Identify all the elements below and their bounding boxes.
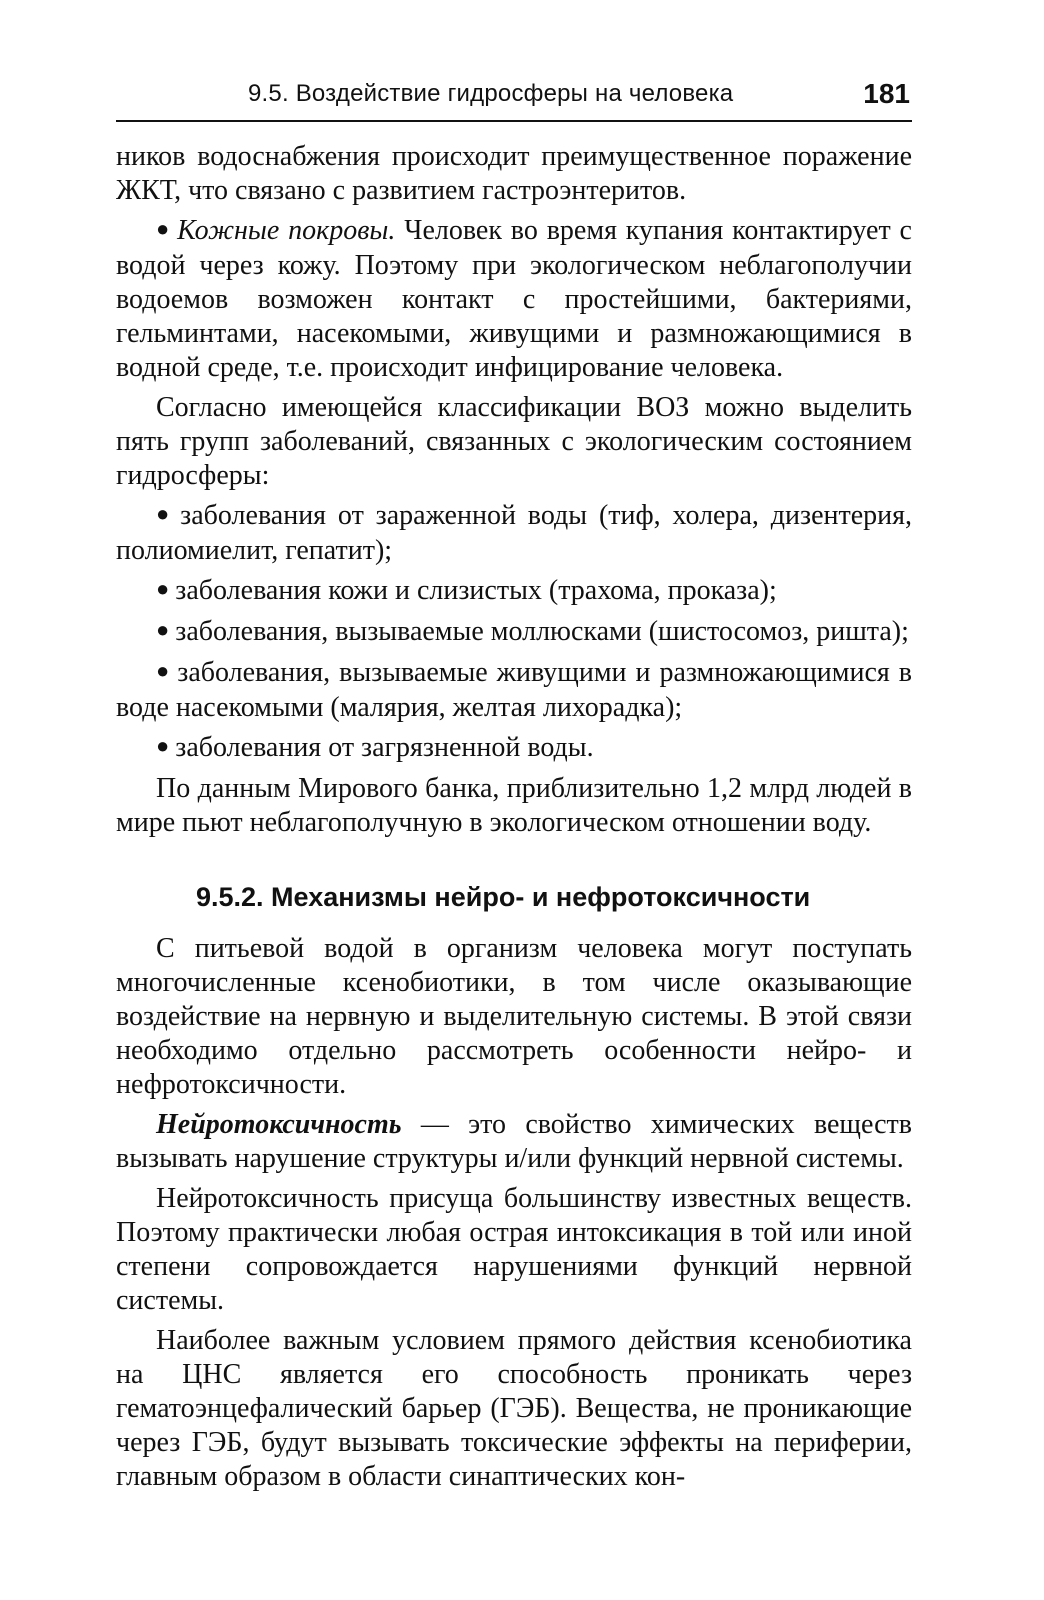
disease-text: заболевания, вызываемые моллюсками (шистосомоз, ришта); [175,616,909,647]
definition-paragraph [116,1108,912,1176]
running-title: 9.5. Воздействие гидросферы на человека [248,80,734,107]
paragraph-skin [116,214,912,385]
bullet-icon: ● [156,576,170,601]
skin-term: Кожные покровы. [177,215,396,246]
bullet-icon: ● [156,216,172,241]
disease-item [116,574,912,609]
disease-item [116,731,912,766]
paragraph-intro: ников водоснабжения происходит преимущественное поражение ЖКТ, что связано с развитием гастроэнтеритов. [116,141,912,206]
skin-text: Человек во время купания контактирует с водой через кожу. Поэтому при экологическом неблагополучии водоемов возможен контакт с простейшими, бактериями, гельминтами, насекомыми, живущими и размножающимися в водной среде, т.е. происходит инфицирование человека. [116,215,912,383]
running-header [116,78,912,122]
disease-item [116,499,912,568]
disease-text: заболевания от зараженной воды (тиф, холера, дизентерия, полиомиелит, гепатит); [116,500,913,566]
body-text [116,140,912,1494]
bullet-icon: ● [156,501,175,526]
section-paragraph-3: Нейротоксичность присуща большинству известных веществ. Поэтому практически любая острая интоксикация в той или иной степени сопровождается нарушениями функций нервной системы. [116,1183,912,1316]
bullet-icon: ● [156,658,172,683]
section-paragraph-1: С питьевой водой в организм человека могут поступать многочисленные ксенобиотики, в том числе оказывающие воздействие на нервную и выделительную системы. В этой связи необходимо отдельно рассмотреть особенности нейро- и нефротоксичности. [116,933,912,1100]
paragraph-who: Согласно имеющейся классификации ВОЗ можно выделить пять групп заболеваний, связанных с экологическим состоянием гидросферы: [116,392,912,491]
disease-item [116,615,912,650]
definition-text: — это свойство химических веществ вызывать нарушение структуры и/или функций нервной системы. [116,1109,912,1174]
section-heading: 9.5.2. Механизмы нейро- и нефротоксичности [196,882,811,912]
disease-item [116,656,912,725]
page-number: 181 [863,78,910,109]
bullet-icon: ● [156,617,170,642]
book-page [116,78,912,1500]
disease-text: заболевания от загрязненной воды. [175,732,594,763]
section-paragraph-4: Наиболее важным условием прямого действия ксенобиотика на ЦНС является его способность проникать через гематоэнцефалический барьер (ГЭБ). Вещества, не проникающие через ГЭБ, будут вызывать токсические эффекты на периферии, главным образом в области синаптических кон- [116,1325,912,1492]
paragraph-world-bank: По данным Мирового банка, приблизительно 1,2 млрд людей в мире пьют неблагополучную в экологическом отношении воду. [116,773,912,838]
disease-text: заболевания кожи и слизистых (трахома, проказа); [175,575,777,606]
disease-text: заболевания, вызываемые живущими и размножающимися в воде насекомыми (малярия, желтая лихорадка); [116,657,912,723]
definition-term: Нейротоксичность [156,1109,402,1140]
bullet-icon: ● [156,733,170,758]
